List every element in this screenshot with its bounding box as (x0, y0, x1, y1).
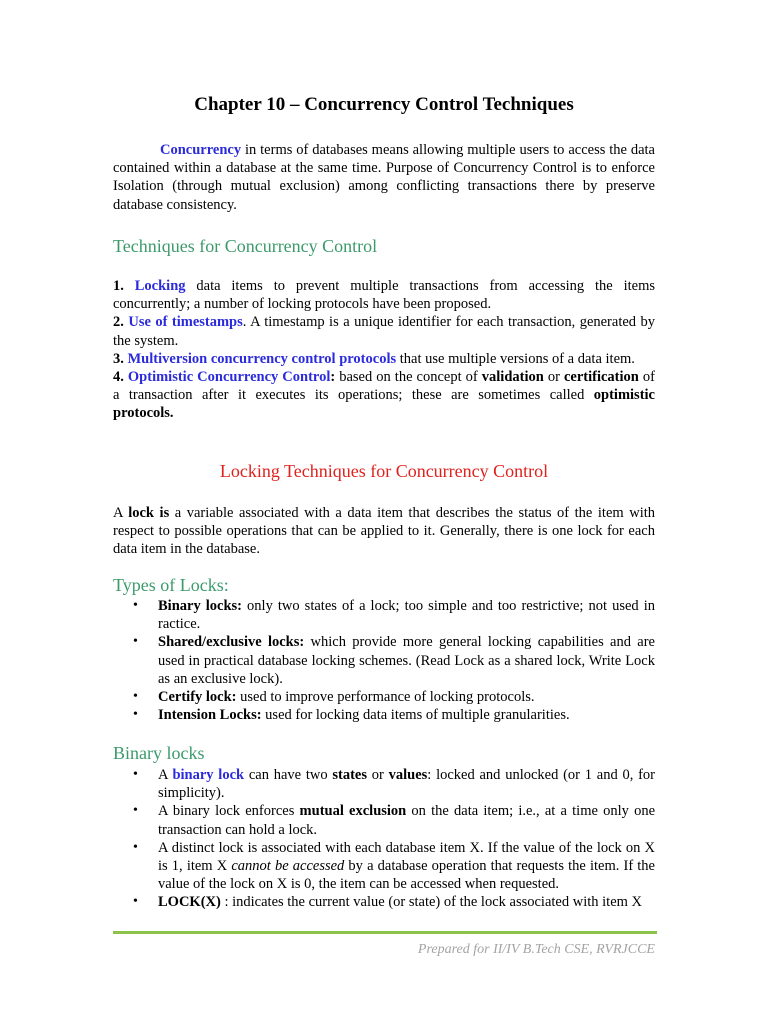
intro-paragraph (113, 141, 655, 214)
bullet-icon: • (133, 803, 138, 819)
binary-italic: cannot be accessed (231, 858, 345, 875)
locking-text-a: A (113, 505, 129, 521)
binary-bold: states (332, 767, 368, 783)
techniques-heading: Techniques for Concurrency Control (113, 236, 378, 256)
footer-text: Prepared for II/IV B.Tech CSE, RVRJCCE (417, 942, 655, 957)
technique-term-1: Locking (134, 278, 186, 294)
bullet-icon: • (133, 894, 138, 910)
list-item (113, 802, 655, 838)
type-text: only two states of a lock; too simple and too restrictive; not used in ractice. (158, 598, 655, 633)
technique-num-2: 2. (113, 314, 124, 331)
technique-item-4 (113, 368, 655, 423)
binary-text: : locked and unlocked (or 1 and 0, for simplicity). (158, 767, 656, 802)
locking-bold-lock-is: lock is (128, 505, 170, 521)
technique-term-3: Multiversion concurrency control protocols (127, 350, 397, 367)
binary-list (113, 766, 655, 912)
list-item (113, 839, 655, 894)
binary-text: can have two (244, 767, 333, 783)
list-item (113, 893, 655, 911)
type-term: Intension Locks: (158, 707, 262, 724)
list-item (113, 688, 655, 706)
binary-bold: mutual exclusion (299, 803, 407, 820)
technique-bold-validation: validation (481, 369, 544, 386)
technique-bold-optimistic: optimistic protocols. (113, 387, 655, 422)
technique-text-1: data items to prevent multiple transactions from accessing the items concurrently; a number of locking protocols have been proposed. (113, 278, 656, 313)
binary-term: binary lock (172, 767, 245, 783)
binary-heading: Binary locks (113, 743, 205, 763)
list-item (113, 706, 655, 724)
binary-text: by a database operation that requests the item. If the value of the lock on X is 0, the item can be accessed when requested. (158, 858, 655, 893)
locking-heading: Locking Techniques for Concurrency Control (219, 461, 549, 481)
technique-text-2: . A timestamp is a unique identifier for each transaction, generated by the system. (113, 314, 655, 349)
binary-text: : indicates the current value (or state) of the lock associated with item X (220, 894, 643, 911)
technique-term-4: Optimistic Concurrency Control (127, 369, 331, 386)
type-text: used for locking data items of multiple granularities. (261, 707, 570, 724)
binary-text: A (158, 767, 173, 783)
type-text: used to improve performance of locking protocols. (236, 689, 535, 706)
technique-num-4: 4. (113, 369, 124, 386)
intro-term: Concurrency (160, 142, 242, 158)
technique-text-4c: of a transaction after it executes its operations; these are sometimes called (113, 369, 655, 404)
bullet-icon: • (133, 839, 138, 855)
technique-item-2 (113, 313, 655, 349)
locking-paragraph (113, 504, 655, 559)
technique-text-3: that use multiple versions of a data item. (396, 350, 635, 367)
bullet-icon: • (133, 689, 138, 705)
locking-text-c: a variable associated with a data item that describes the status of the item with respect to possible operations that can be applied to it. Generally, there is one lock for each data item in the database. (113, 505, 655, 558)
types-heading: Types of Locks: (113, 575, 229, 595)
types-list (113, 597, 655, 724)
bullet-icon: • (133, 598, 138, 613)
intro-text: in terms of databases means allowing multiple users to access the data contained within a database at the same time. Purpose of Concurrency Control is to enforce Isolation (through mutual exclusion) among conflicting transactions there by preserve database consistency. (113, 142, 655, 213)
techniques-list (113, 277, 655, 423)
list-item (113, 597, 655, 633)
bullet-icon: • (133, 634, 138, 650)
binary-text: on the data item; i.e., at a time only one transaction can hold a lock. (158, 803, 656, 838)
page-title: Chapter 10 – Concurrency Control Techniques (194, 94, 574, 115)
technique-text-4b: or (543, 369, 564, 386)
technique-term-2: Use of timestamps (128, 314, 243, 331)
list-item (113, 766, 655, 802)
technique-num-1: 1. (113, 278, 124, 294)
footer-divider (113, 931, 657, 934)
binary-text: or (367, 767, 389, 783)
list-item (113, 633, 655, 688)
technique-item-3 (113, 350, 655, 368)
binary-bold: LOCK(X) (158, 894, 221, 911)
technique-bold-certification: certification (563, 369, 639, 386)
type-text: which provide more general locking capabilities and are used in practical database locking schemes. (Read Lock as a shared lock, Write Lock as an exclusive lock). (158, 634, 655, 687)
binary-text: A binary lock enforces (158, 803, 300, 820)
bullet-icon: • (133, 767, 138, 782)
type-term: Certify lock: (158, 689, 237, 706)
type-term: Shared/exclusive locks: (158, 634, 305, 651)
technique-num-3: 3. (113, 350, 124, 367)
technique-text-4a: based on the concept of (335, 369, 482, 386)
binary-bold: values (388, 767, 428, 783)
type-term: Binary locks: (158, 598, 242, 614)
binary-text: A distinct lock is associated with each database item X. If the value of the lock on X is 1, item X (158, 839, 655, 875)
technique-colon-4: : (330, 369, 336, 386)
technique-item-1 (113, 277, 655, 313)
bullet-icon: • (133, 707, 138, 723)
